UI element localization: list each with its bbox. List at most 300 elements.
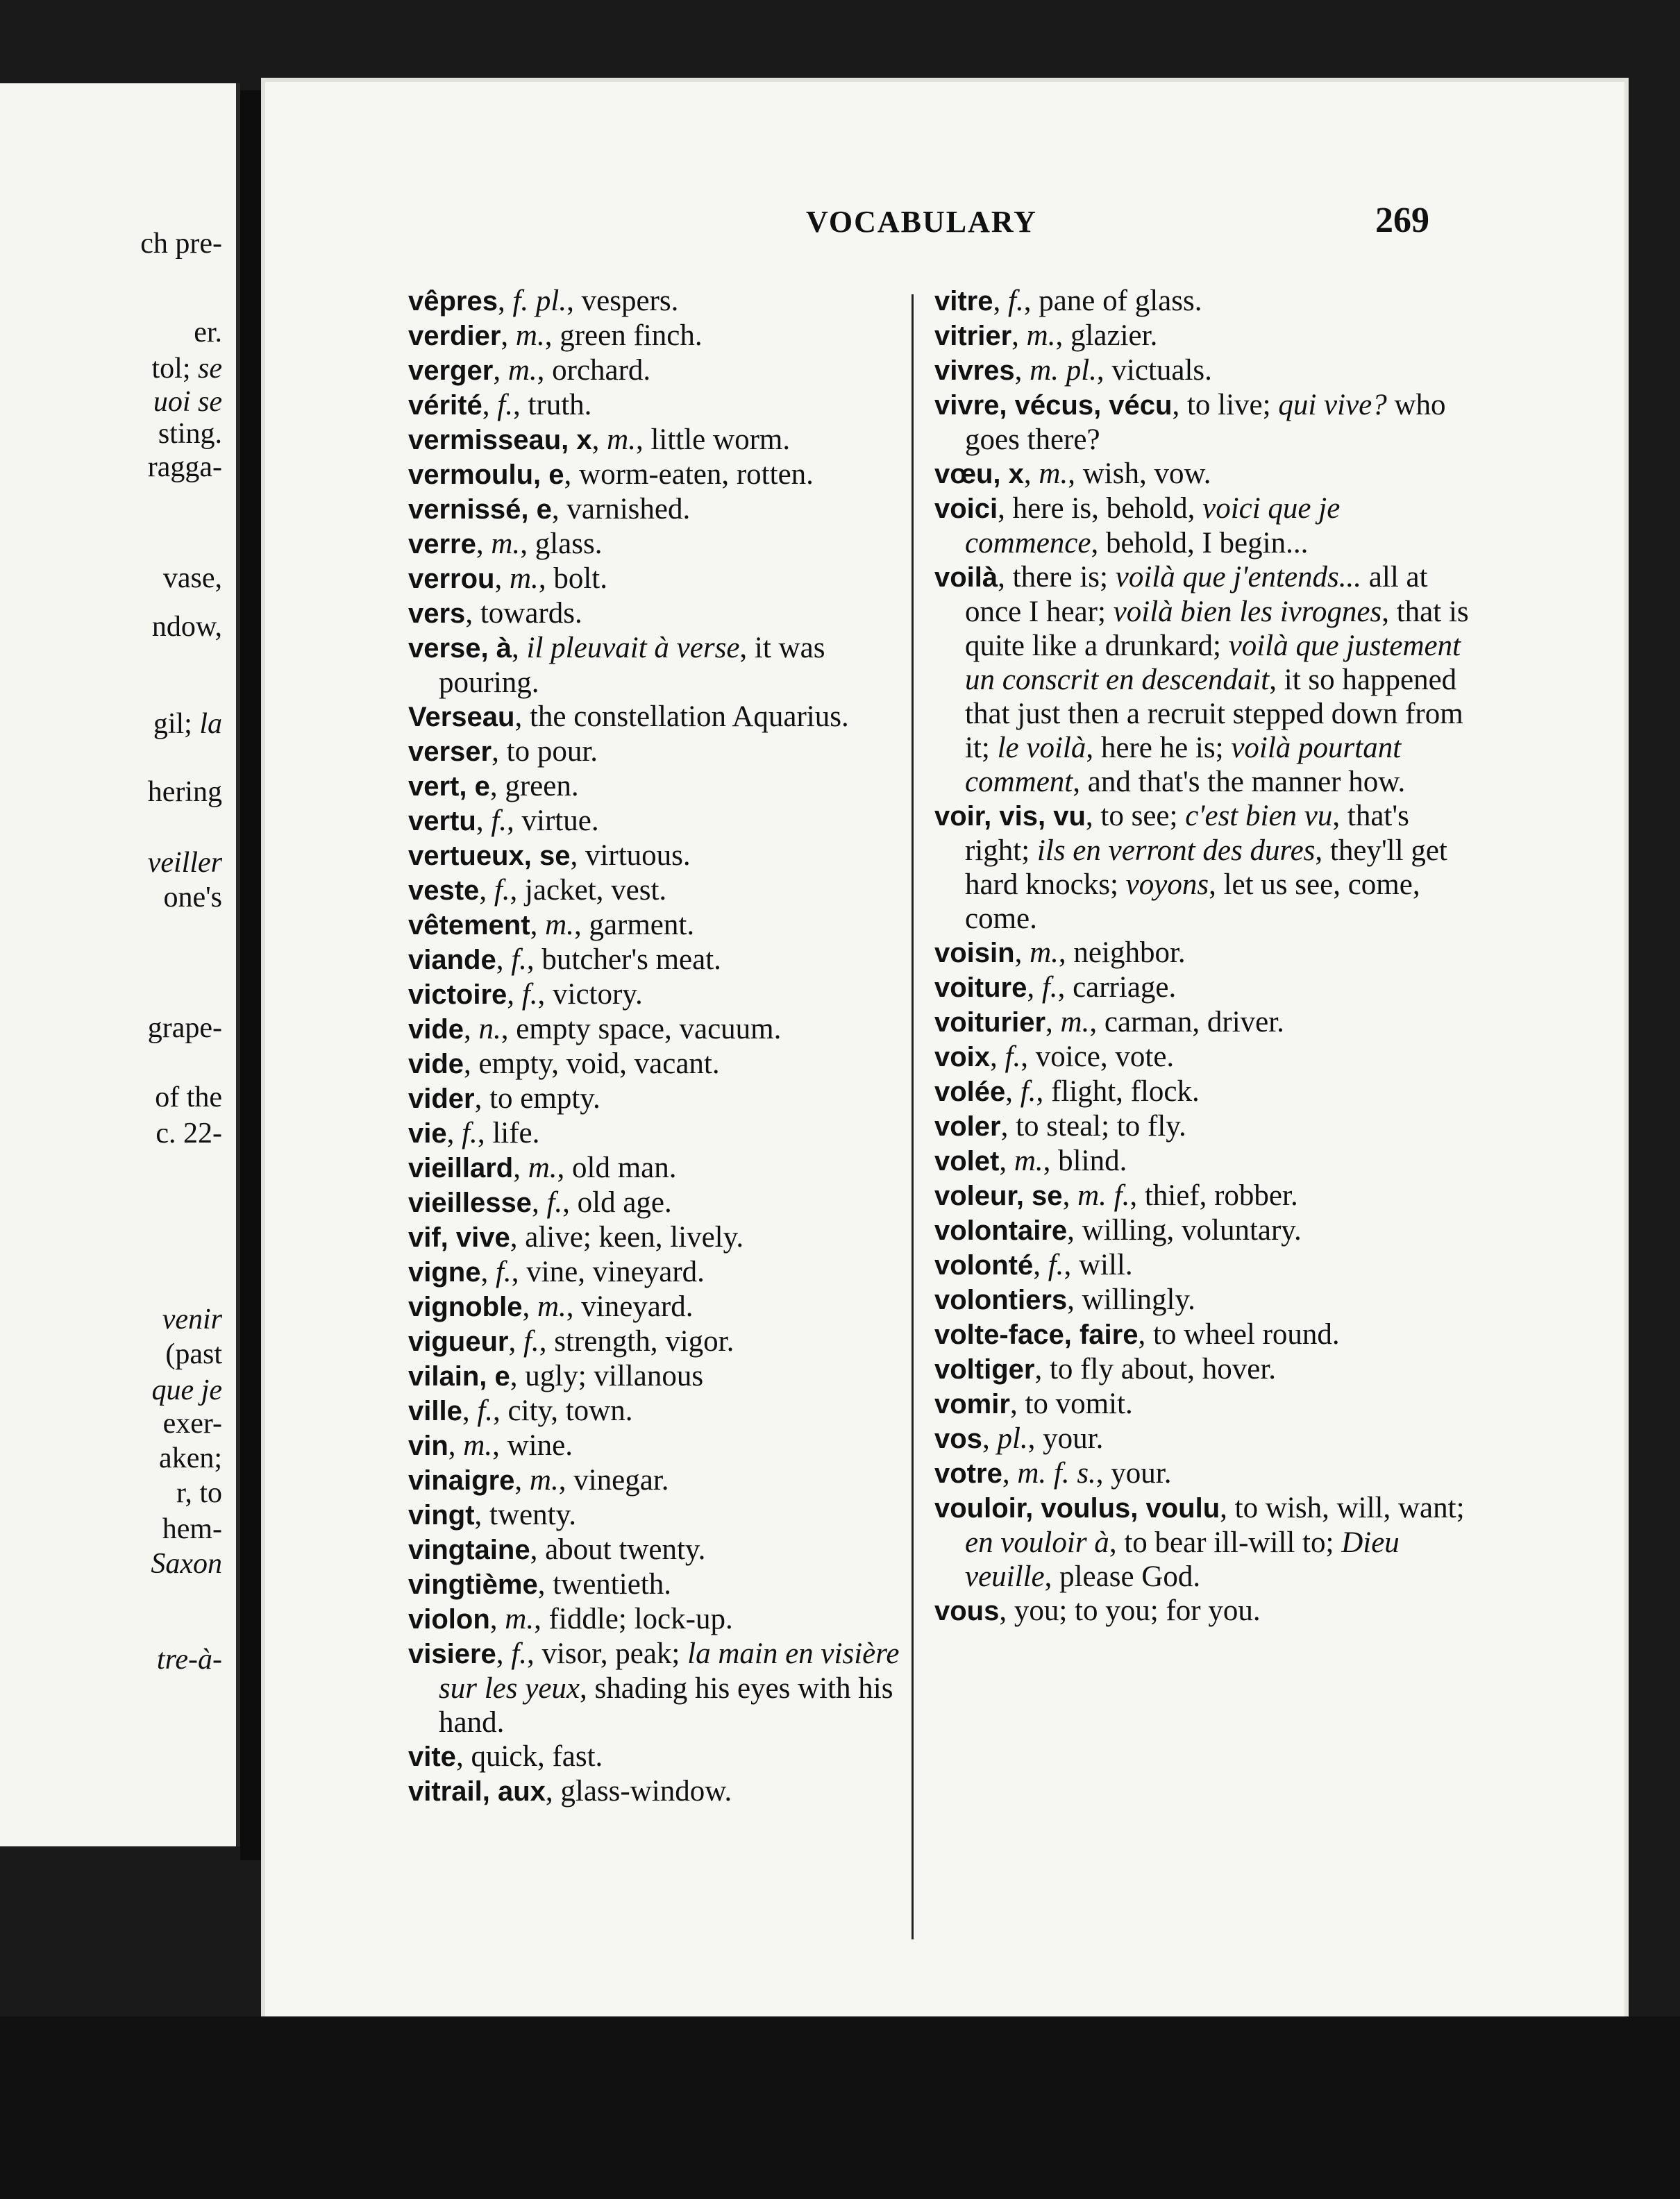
definition-text: , jacket, vest. (510, 874, 667, 907)
headword: vêtement (408, 910, 530, 941)
vocabulary-entry (408, 873, 911, 908)
facing-page-word: tol; (151, 353, 191, 385)
italic-gloss: m. f. (1077, 1179, 1130, 1212)
definition-text: , (1014, 354, 1030, 387)
italic-gloss: f. (497, 389, 513, 421)
facing-page-word: vase, (162, 562, 222, 594)
definition-text: , thief, robber. (1129, 1179, 1298, 1212)
headword: vingtième (408, 1569, 538, 1600)
headword: vingt (408, 1500, 475, 1531)
definition-text: , old man. (557, 1152, 677, 1184)
headword: voisin (934, 938, 1015, 968)
definition-text: , (982, 1422, 998, 1455)
definition-text: , will. (1064, 1249, 1133, 1281)
headword: verdier (408, 321, 501, 351)
vocabulary-entry (934, 353, 1473, 388)
definition-text: , (496, 943, 512, 976)
definition-text: , let us see, come, come. (965, 868, 1420, 935)
definition-text: , (530, 909, 546, 941)
definition-text: , to steal; to fly. (1000, 1110, 1186, 1143)
definition-text: , worm-eaten, rotten. (564, 458, 814, 491)
vocabulary-entry (934, 1317, 1473, 1352)
headword: vide (408, 1014, 464, 1045)
definition-text: , to see; (1085, 800, 1186, 832)
facing-page-word: se (190, 353, 222, 385)
italic-gloss: f. (491, 804, 507, 837)
vocabulary-entry (408, 631, 911, 700)
headword: vigne (408, 1257, 481, 1288)
facing-page-text (0, 848, 222, 877)
facing-page-text (0, 453, 222, 482)
vocabulary-entry (408, 977, 911, 1012)
headword: vos (934, 1424, 982, 1454)
italic-gloss: m. pl. (1030, 354, 1097, 387)
definition-text: , life. (477, 1117, 540, 1149)
definition-text: , to pour. (492, 735, 598, 768)
italic-gloss: m. (537, 1290, 566, 1323)
vocabulary-entry (934, 799, 1473, 936)
definition-text: , your. (1095, 1457, 1172, 1490)
vocabulary-entry (934, 1213, 1473, 1248)
vocabulary-entry (934, 1005, 1473, 1040)
definition-text: , (508, 1325, 523, 1358)
headword: vif, vive (408, 1222, 510, 1253)
facing-page-word: veiller (147, 847, 222, 879)
headword: vingtaine (408, 1535, 530, 1565)
definition-text: , and that's the manner how. (1073, 766, 1406, 798)
facing-page-word: uoi se (153, 386, 222, 418)
vocabulary-entry (934, 970, 1473, 1005)
definition-text: , to fly about, hover. (1034, 1353, 1277, 1385)
italic-gloss: m. (505, 1603, 535, 1635)
definition-text: , (464, 1013, 479, 1045)
definition-text: , empty, void, vacant. (464, 1047, 720, 1080)
definition-text: , (493, 354, 508, 387)
facing-page-text (0, 1409, 222, 1438)
facing-page-word: sting. (158, 418, 222, 450)
definition-text: , wish, vow. (1068, 457, 1211, 490)
headword: voiture (934, 972, 1027, 1003)
headword: vivres (934, 355, 1015, 386)
definition-text: , glass-window. (545, 1775, 732, 1808)
italic-gloss: pl. (997, 1422, 1028, 1455)
definition-text: , (1002, 1457, 1018, 1490)
definition-text: , blind. (1043, 1145, 1127, 1177)
vocabulary-entry (408, 1220, 911, 1255)
definition-text: , towards. (465, 597, 582, 630)
facing-page-text (0, 1083, 222, 1112)
vocabulary-entry (408, 700, 911, 734)
definition-text: , (990, 1040, 1005, 1073)
vocabulary-entry (408, 319, 911, 353)
vocabulary-entry (408, 423, 911, 457)
definition-text: , that is quite like a drunkard; (965, 596, 1469, 662)
headword: vie (408, 1118, 447, 1149)
facing-page-word: of the (155, 1081, 222, 1113)
italic-gloss: voici que je commence (965, 492, 1341, 559)
definition-text: , you; to you; for you. (999, 1594, 1261, 1627)
headword: vieillard (408, 1153, 514, 1183)
definition-text: , (476, 528, 492, 560)
headword: vérité (408, 390, 482, 421)
headword: vite (408, 1742, 456, 1772)
vocabulary-entry (408, 1047, 911, 1081)
definition-text: , (496, 1637, 512, 1670)
headword: voir, vis, vu (934, 801, 1086, 832)
facing-page-text (0, 709, 222, 739)
definition-text: , voice, vote. (1020, 1040, 1175, 1073)
definition-text: , (507, 978, 522, 1011)
italic-gloss: m. (515, 319, 545, 352)
definition-text: , (489, 1603, 505, 1635)
vocabulary-entry (408, 1116, 911, 1151)
headword: vers (408, 598, 466, 629)
italic-gloss: voilà que j'entends... (1115, 561, 1362, 593)
vocabulary-entry (934, 1109, 1473, 1144)
headword: vinaigre (408, 1465, 515, 1496)
definition-text: , (522, 1290, 537, 1323)
headword: vilain, e (408, 1361, 510, 1392)
italic-gloss: m. (607, 423, 636, 456)
headword: volontiers (934, 1285, 1068, 1315)
vocabulary-entry (408, 908, 911, 943)
italic-gloss: f. (494, 874, 510, 907)
vocabulary-entry (408, 1602, 911, 1637)
definition-text: , city, town. (493, 1395, 633, 1427)
definition-text: , to vomit. (1009, 1388, 1133, 1420)
facing-page-text (0, 1376, 222, 1405)
facing-page-word: (past (165, 1338, 222, 1370)
vocabulary-entry (934, 319, 1473, 353)
definition-text: , (1011, 319, 1027, 352)
italic-gloss: voilà bien les ivrognes (1113, 596, 1382, 628)
vocabulary-entry (408, 1429, 911, 1463)
headword: Verseau (408, 702, 515, 732)
definition-text: , victuals. (1096, 354, 1212, 387)
facing-page-text (0, 883, 222, 912)
italic-gloss: m. (1014, 1145, 1043, 1177)
headword: voltiger (934, 1354, 1035, 1385)
headword: vigueur (408, 1326, 509, 1357)
headword: volée (934, 1077, 1006, 1107)
italic-gloss: f. (523, 1325, 539, 1358)
book-gutter (240, 90, 261, 1860)
headword: verger (408, 355, 494, 386)
facing-page-word: Saxon (151, 1548, 222, 1580)
definition-text: , neighbor. (1058, 936, 1186, 969)
headword: vous (934, 1596, 1000, 1626)
headword: vitre (934, 286, 993, 317)
italic-gloss: n. (478, 1013, 501, 1045)
definition-text: , little worm. (635, 423, 791, 456)
facing-page-word: ch pre- (140, 228, 222, 260)
italic-gloss: m. (1026, 319, 1056, 352)
headword: volontaire (934, 1215, 1068, 1246)
facing-page-text (0, 1119, 222, 1148)
facing-page-word: c. 22- (156, 1118, 222, 1149)
definition-text: all at once I hear; (965, 561, 1428, 628)
italic-gloss: f. (495, 1256, 512, 1288)
vocabulary-entry (408, 1012, 911, 1047)
vocabulary-entry (408, 734, 911, 769)
definition-text: , carman, driver. (1089, 1006, 1284, 1038)
facing-page-text (0, 1515, 222, 1544)
headword: verrou (408, 564, 495, 594)
vocabulary-entry (408, 943, 911, 977)
italic-gloss: en vouloir à (965, 1526, 1109, 1559)
definition-text: , about twenty. (530, 1533, 706, 1566)
italic-gloss: m. (1030, 936, 1059, 969)
definition-text: , (591, 423, 607, 456)
facing-page-text (0, 419, 222, 448)
definition-text: , (514, 1464, 530, 1497)
vocabulary-entry (408, 1394, 911, 1429)
definition-text: , (1045, 1006, 1061, 1038)
facing-page-text (0, 1549, 222, 1578)
definition-text: , (479, 874, 494, 907)
facing-page-text (0, 318, 222, 347)
definition-text: , victory. (537, 978, 643, 1011)
headword: vermoulu, e (408, 460, 564, 490)
facing-page-word: la (192, 708, 222, 740)
definition-text: , wine. (492, 1429, 573, 1462)
vocabulary-entry (934, 1179, 1473, 1213)
headword: voleur, se (934, 1181, 1063, 1211)
definition-text: , orchard. (537, 354, 651, 387)
vocabulary-entry (934, 1491, 1473, 1594)
definition-text: , carriage. (1057, 971, 1177, 1004)
definition-text: , vinegar. (558, 1464, 669, 1497)
headword: vomir (934, 1389, 1010, 1419)
definition-text: , behold, I begin... (1091, 527, 1309, 559)
vocabulary-entry (408, 1533, 911, 1567)
definition-text: , (446, 1117, 462, 1149)
headword: voiturier (934, 1007, 1046, 1038)
definition-text: , flight, flock. (1036, 1075, 1200, 1108)
italic-gloss: m. (507, 354, 537, 387)
definition-text: , that's right; (965, 800, 1409, 867)
headword: viande (408, 945, 496, 975)
vocabulary-column-right (934, 284, 1680, 1628)
vocabulary-entry (934, 1387, 1473, 1422)
definition-text: , strength, vigor. (539, 1325, 734, 1358)
vocabulary-entry (408, 1739, 911, 1774)
page-title: VOCABULARY (806, 205, 1037, 239)
vocabulary-entry (934, 1144, 1473, 1179)
definition-text: , (1062, 1179, 1078, 1212)
italic-gloss: voyons (1125, 868, 1209, 901)
definition-text: , glass. (520, 528, 603, 560)
italic-gloss: m. (545, 909, 574, 941)
vocabulary-entry (408, 1186, 911, 1220)
italic-gloss: f. (1005, 1040, 1021, 1073)
vocabulary-entry (934, 1283, 1473, 1317)
headword: vernissé, e (408, 494, 552, 525)
vocabulary-entry (408, 1151, 911, 1186)
headword: vertu (408, 806, 476, 836)
italic-gloss: il pleuvait à verse (526, 632, 740, 664)
italic-gloss: qui vive? (1278, 389, 1387, 421)
definition-text: , (1027, 971, 1042, 1004)
headword: volte-face, faire (934, 1320, 1139, 1350)
definition-text: , varnished. (551, 493, 691, 525)
page-number: 269 (1375, 201, 1429, 240)
vocabulary-entry (934, 560, 1473, 799)
definition-text: , glazier. (1055, 319, 1158, 352)
italic-gloss: voilà que justement un conscrit en descendait (965, 630, 1461, 696)
definition-text: , green finch. (544, 319, 703, 352)
definition-text: , old age. (562, 1186, 672, 1219)
facing-page-text (0, 1340, 222, 1369)
vocabulary-entry (408, 596, 911, 631)
definition-text: , here is, behold, (998, 492, 1203, 525)
definition-text: who goes there? (965, 389, 1446, 456)
definition-text: , to empty. (474, 1082, 600, 1115)
definition-text: , twenty. (474, 1499, 577, 1531)
facing-page-word: hering (147, 776, 222, 808)
vocabulary-entry (408, 1359, 911, 1394)
definition-text: , (512, 632, 527, 664)
facing-page-text (0, 1645, 222, 1674)
definition-text: , vineyard. (566, 1290, 694, 1323)
definition-text: , vespers. (566, 285, 679, 317)
italic-gloss: la main en visière sur les yeux (439, 1637, 900, 1705)
facing-page-word: ndow, (151, 611, 222, 643)
definition-text: , (462, 1395, 478, 1427)
definition-text: , (531, 1186, 547, 1219)
definition-text: , they'll get hard knocks; (965, 834, 1447, 901)
headword: vêpres (408, 286, 498, 317)
vocabulary-entry (934, 1352, 1473, 1387)
vocabulary-entry (408, 1637, 911, 1739)
definition-text: , quick, fast. (455, 1740, 603, 1773)
definition-text: , truth. (512, 389, 592, 421)
facing-page-word: ragga- (147, 451, 222, 483)
definition-text: , to wheel round. (1138, 1318, 1340, 1351)
definition-text: , (1033, 1249, 1048, 1281)
facing-page-text (0, 777, 222, 807)
headword: vivre, vécus, vécu (934, 390, 1173, 421)
facing-page-word: aken; (159, 1442, 222, 1474)
vocabulary-entry (934, 1040, 1473, 1075)
headword: vitrail, aux (408, 1776, 546, 1807)
vocabulary-entry (408, 353, 911, 388)
italic-gloss: voilà pourtant comment (965, 732, 1402, 798)
facing-page-text (0, 1478, 222, 1508)
headword: vieillesse (408, 1188, 532, 1218)
italic-gloss: f. (1048, 1249, 1064, 1281)
headword: volonté (934, 1250, 1034, 1281)
facing-page-word: one's (163, 882, 222, 913)
definition-text: , (482, 389, 498, 421)
facing-page-word: er. (194, 317, 222, 348)
definition-text: , (993, 285, 1008, 317)
definition-text: , it so happened that just then a recruit stepped down from it; (965, 664, 1463, 764)
italic-gloss: ils en verront des dures (1036, 834, 1316, 867)
definition-text: , willing, voluntary. (1067, 1214, 1302, 1247)
vocabulary-entry (408, 804, 911, 839)
facing-page-word: que je (151, 1374, 222, 1406)
headword: vider (408, 1084, 475, 1114)
italic-gloss: m. (529, 1464, 559, 1497)
headword: vert, e (408, 771, 490, 802)
italic-gloss: f. (546, 1186, 563, 1219)
vocabulary-entry (408, 492, 911, 527)
definition-text: , (501, 319, 516, 352)
headword: volet (934, 1146, 1000, 1177)
headword: verse, à (408, 633, 512, 664)
facing-page-word: tre-à- (156, 1644, 222, 1676)
facing-page-word: exer- (162, 1408, 222, 1440)
definition-text: , your. (1027, 1422, 1104, 1455)
italic-gloss: Dieu veuille (965, 1526, 1400, 1593)
definition-text: , pane of glass. (1023, 285, 1202, 317)
facing-page-text (0, 564, 222, 593)
headword: violon (408, 1604, 490, 1635)
headword: veste (408, 875, 480, 906)
definition-text: , visor, peak; (526, 1637, 688, 1670)
definition-text: , to bear ill-will to; (1109, 1526, 1342, 1559)
definition-text: , (1023, 457, 1039, 490)
headword: voler (934, 1111, 1001, 1142)
definition-text: , twentieth. (537, 1568, 671, 1601)
vocabulary-entry (934, 1075, 1473, 1109)
italic-gloss: m. (1039, 457, 1068, 490)
vocabulary-entry (934, 388, 1473, 457)
vocabulary-entry (934, 457, 1473, 491)
headword: vignoble (408, 1292, 523, 1322)
vocabulary-page (261, 78, 1629, 2021)
definition-text: , to wish, will, want; (1220, 1492, 1465, 1524)
vocabulary-entry (934, 1248, 1473, 1283)
italic-gloss: m. (510, 562, 539, 595)
headword: vermisseau, x (408, 425, 592, 455)
vocabulary-entry (408, 1290, 911, 1324)
headword: vouloir, voulus, voulu (934, 1493, 1220, 1524)
italic-gloss: f. (462, 1117, 478, 1149)
definition-text: , ugly; villanous (510, 1360, 704, 1392)
vocabulary-entry (408, 839, 911, 873)
vocabulary-entry (934, 1456, 1473, 1491)
italic-gloss: m. (491, 528, 521, 560)
vocabulary-entry (408, 388, 911, 423)
vocabulary-entry (408, 1567, 911, 1602)
headword: vin (408, 1431, 448, 1461)
italic-gloss: c'est bien vu (1185, 800, 1333, 832)
headword: voix (934, 1042, 991, 1072)
italic-gloss: le voilà (997, 732, 1086, 764)
vocabulary-entry (408, 1498, 911, 1533)
definition-text: , alive; keen, lively. (510, 1221, 744, 1254)
facing-page-fragment (0, 83, 240, 1846)
headword: voici (934, 494, 998, 524)
definition-text: , (497, 285, 513, 317)
headword: verser (408, 736, 492, 767)
vocabulary-entry (408, 562, 911, 596)
vocabulary-entry (408, 1081, 911, 1116)
headword: vœu, x (934, 459, 1024, 489)
headword: verre (408, 529, 476, 559)
definition-text: , (480, 1256, 496, 1288)
definition-text: , empty space, vacuum. (501, 1013, 782, 1045)
facing-page-word: venir (162, 1304, 222, 1336)
definition-text: , vine, vineyard. (511, 1256, 705, 1288)
headword: vide (408, 1049, 464, 1079)
italic-gloss: m. f. s. (1017, 1457, 1096, 1490)
definition-text: , (476, 804, 492, 837)
definition-text: , there is; (998, 561, 1116, 593)
facing-page-text (0, 229, 222, 258)
